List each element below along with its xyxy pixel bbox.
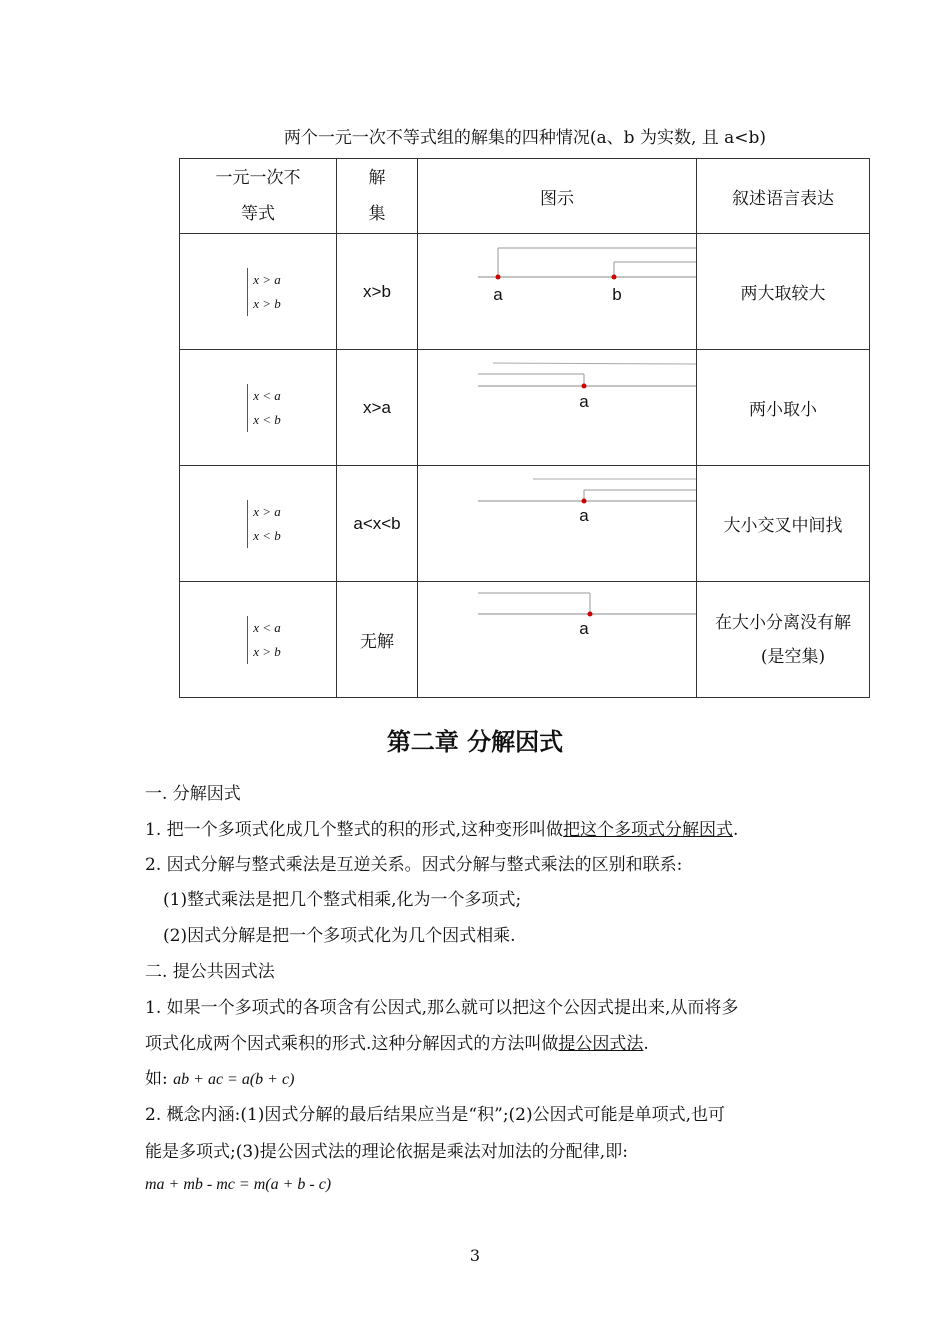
number-line-svg [418,582,696,692]
system-line: x > a [253,503,281,519]
solution-set: 无解 [337,582,418,698]
system-line: x < a [253,619,281,635]
paragraph: (1)整式乘法是把几个整式相乘,化为一个多项式; [163,890,522,910]
paragraph-text: . [733,820,739,840]
underlined-term: 提公因式法 [558,1034,644,1054]
header-solution [337,159,418,234]
solution-set: a<x<b [337,466,418,582]
number-line-diagram [418,466,697,582]
description [697,350,870,466]
number-line-diagram [418,234,697,350]
solution-set: x>b [337,234,418,350]
inequality-system [180,582,337,698]
table-header-row [180,159,870,234]
header-diagram: 图示 [418,159,697,234]
system-line: x < b [253,411,281,427]
description-text: 大小交叉中间找 [723,516,843,536]
inequality-system [180,466,337,582]
header-solution-line2: 集 [368,204,386,224]
point-a [582,499,587,504]
description [697,582,870,698]
description-text: 两大取较大 [740,284,826,304]
description-text: 两小取小 [749,400,817,420]
point-a [588,612,593,617]
table-caption: 两个一元一次不等式组的解集的四种情况(a、b 为实数, 且 a<b) [283,128,767,148]
paragraph [145,815,738,840]
system-brace [247,268,281,316]
header-solution-line1: 解 [368,168,386,188]
formula: ma + mb - mc = m(a + b - c) [145,1176,332,1193]
table-row [180,350,870,466]
point-label-a: a [493,285,503,304]
paragraph: 能是多项式;(3)提公因式法的理论依据是乘法对加法的分配律,即: [145,1142,628,1162]
point-label-b: b [612,285,622,304]
inequality-system [180,234,337,350]
header-inequality-line1: 一元一次不 [215,168,301,188]
section-title: 二. 提公共因式法 [145,962,275,982]
section-title: 一. 分解因式 [145,784,241,804]
description-text: 在大小分离没有解 [715,612,851,633]
paragraph [145,1029,649,1054]
table-row [180,582,870,698]
underlined-term: 把这个多项式分解因式 [563,820,734,840]
system-line: x > a [253,271,281,287]
system-brace [247,616,281,664]
paragraph: 1. 如果一个多项式的各项含有公因式,那么就可以把这个公因式提出来,从而将多 [145,998,739,1018]
system-line: x > b [253,643,281,659]
point-label-a: a [579,506,589,525]
description-note: (是空集) [760,646,826,667]
range-line [493,363,696,364]
system-brace [247,500,281,548]
point-label-a: a [579,392,589,411]
paragraph: 2. 因式分解与整式乘法是互逆关系。因式分解与整式乘法的区别和联系: [145,855,683,875]
example-label: 如: [145,1069,168,1089]
inequality-table [179,158,870,698]
point-a [496,275,501,280]
point-b [612,275,617,280]
number-line-diagram [418,582,697,698]
number-line-svg [418,466,696,576]
inequality-system [180,350,337,466]
number-line-svg [418,350,696,460]
table-row [180,234,870,350]
system-line: x > b [253,295,281,311]
number-line-svg [418,234,696,344]
paragraph-text: 1. 把一个多项式化成几个整式的积的形式,这种变形叫做 [145,820,564,840]
header-inequality [180,159,337,234]
point-label-a: a [579,619,589,638]
formula: ab + ac = a(b + c) [173,1071,295,1088]
header-inequality-line2: 等式 [241,204,275,224]
chapter-title: 第二章 分解因式 [386,728,564,756]
paragraph: 2. 概念内涵:(1)因式分解的最后结果应当是“积”;(2)公因式可能是单项式,也可 [145,1105,726,1125]
system-line: x < b [253,527,281,543]
point-a [582,384,587,389]
table-row [180,466,870,582]
number-line-diagram [418,350,697,466]
system-line: x < a [253,387,281,403]
page-number: 3 [469,1246,481,1265]
paragraph: (2)因式分解是把一个多项式化为几个因式相乘. [163,926,516,946]
example [145,1064,294,1089]
solution-set: x>a [337,350,418,466]
paragraph-text: 项式化成两个因式乘积的形式.这种分解因式的方法叫做 [145,1034,559,1054]
description [697,234,870,350]
header-description: 叙述语言表达 [697,159,870,234]
paragraph-text: . [643,1034,649,1054]
description [697,466,870,582]
system-brace [247,384,281,432]
